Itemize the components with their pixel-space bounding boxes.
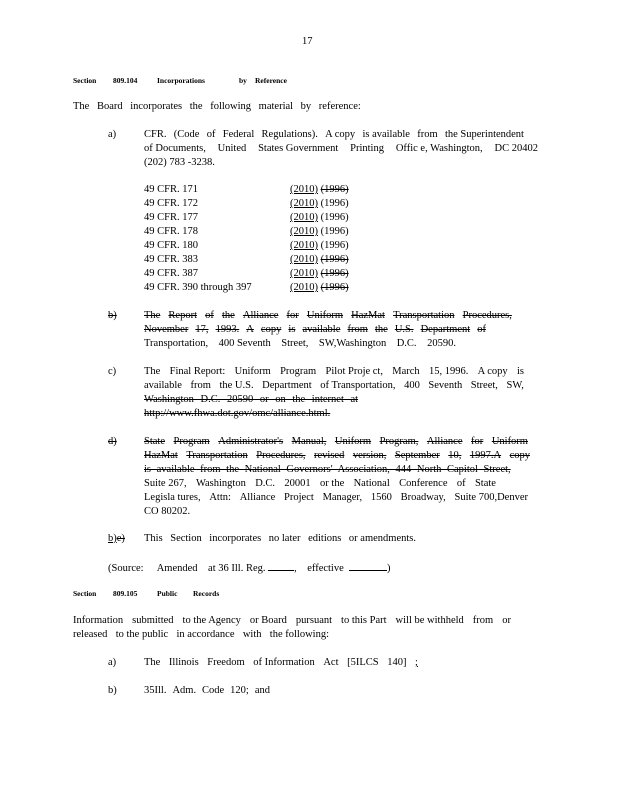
cfr-year: (2010) (1996)	[290, 282, 349, 293]
section-title-word: Incorporations	[157, 76, 205, 85]
section-title-word: Reference	[255, 76, 287, 85]
item-d-line: Suite 267, Washington D.C. 20001 or the National Conference of State	[144, 478, 496, 489]
section-title-word: by	[239, 76, 247, 85]
cfr-year: (2010) (1996)	[290, 240, 349, 251]
item-d-line: CO 80202.	[144, 506, 191, 517]
cfr-year: (2010) (1996)	[290, 254, 349, 265]
section-104-heading	[73, 76, 285, 88]
cfr-row: 49 CFR. 390 through 397	[144, 282, 252, 293]
section-word: Section	[73, 589, 97, 598]
section-number: 809.104	[113, 76, 138, 85]
cfr-row: 49 CFR. 171	[144, 184, 198, 195]
item-a-label: a)	[108, 129, 117, 140]
item-a-line: (202) 783 -3238.	[144, 157, 215, 168]
item-d-line-struck: HazMat Transportation Procedures, revised version, September 10, 1997.A copy	[144, 450, 530, 461]
item-c-line: The Final Report: Uniform Program Pilot Proje ct, March 15, 1996. A copy is	[144, 366, 524, 377]
cfr-row: 49 CFR. 172	[144, 198, 198, 209]
cfr-list	[144, 184, 384, 296]
section-title-word: Public	[157, 589, 178, 598]
page-number: 17	[302, 36, 313, 47]
item-b-line-struck: The Report of the Alliance for Uniform HazMat Transportation Procedures,	[144, 310, 512, 321]
blank-line	[268, 561, 294, 571]
section-number: 809.105	[113, 589, 138, 598]
item-105a-line: The Illinois Freedom of Information Act [5ILCS 140] ;	[144, 657, 418, 668]
item-b-line: Transportation, 400 Seventh Street, SW,Washington D.C. 20590.	[144, 338, 456, 349]
item-d-label: d)	[108, 436, 117, 447]
item-d-line-struck: State Program Administrator's Manual, Uniform Program, Alliance for Uniform	[144, 436, 528, 447]
item-c-url-struck: http://www.fhwa.dot.gov/omc/alliance.html.	[144, 408, 331, 419]
cfr-year: (2010) (1996)	[290, 226, 349, 237]
label-old: e)	[116, 533, 125, 544]
item-c-line: available from the U.S. Department of Transportation, 400 Seventh Street, SW,	[144, 380, 524, 391]
item-b-line-struck: November 17, 1993. A copy is available from the U.S. Department of	[144, 324, 486, 335]
item-d-line: Legisla tures, Attn: Alliance Project Manager, 1560 Broadway, Suite 700,Denver	[144, 492, 528, 503]
cfr-row: 49 CFR. 177	[144, 212, 198, 223]
cfr-year: (2010) (1996)	[290, 198, 349, 209]
blank-line	[349, 561, 387, 571]
source-note: (Source: Amended at 36 Ill. Reg. , effective )	[108, 563, 391, 574]
section-104-intro: The Board incorporates the following material by reference:	[73, 101, 361, 112]
item-c-label: c)	[108, 366, 117, 377]
cfr-row: 49 CFR. 383	[144, 254, 198, 265]
section-105-line: released to the public in accordance with the following:	[73, 629, 329, 640]
section-105-heading	[73, 589, 223, 601]
item-a-line: of Documents, United States Government Printing Offic e, Washington, DC 20402	[144, 143, 538, 154]
item-a-line: CFR. (Code of Federal Regulations). A copy is available from the Superintendent	[144, 129, 524, 140]
item-105b-label: b)	[108, 685, 117, 696]
item-e-label	[108, 533, 125, 544]
cfr-year: (2010) (1996)	[290, 268, 349, 279]
cfr-row: 49 CFR. 387	[144, 268, 198, 279]
item-e-line: This Section incorporates no later editions or amendments.	[144, 533, 416, 544]
cfr-year: (2010) (1996)	[290, 212, 349, 223]
item-105b-line: 35Ill. Adm. Code 120; and	[144, 685, 270, 696]
label-new: b)	[108, 533, 117, 544]
item-c-line-struck: Washington D.C. 20590 or on the internet at	[144, 394, 359, 405]
section-105-line: Information submitted to the Agency or Board pursuant to this Part will be withheld from or	[73, 615, 511, 626]
cfr-year: (2010) (1996)	[290, 184, 349, 195]
cfr-row: 49 CFR. 178	[144, 226, 198, 237]
item-105a-label: a)	[108, 657, 117, 668]
item-d-line-struck: is available from the National Governors' Association, 444 North Capitol Street,	[144, 464, 511, 475]
section-title-word: Records	[193, 589, 220, 598]
section-word: Section	[73, 76, 97, 85]
cfr-row: 49 CFR. 180	[144, 240, 198, 251]
item-b-label: b)	[108, 310, 117, 321]
